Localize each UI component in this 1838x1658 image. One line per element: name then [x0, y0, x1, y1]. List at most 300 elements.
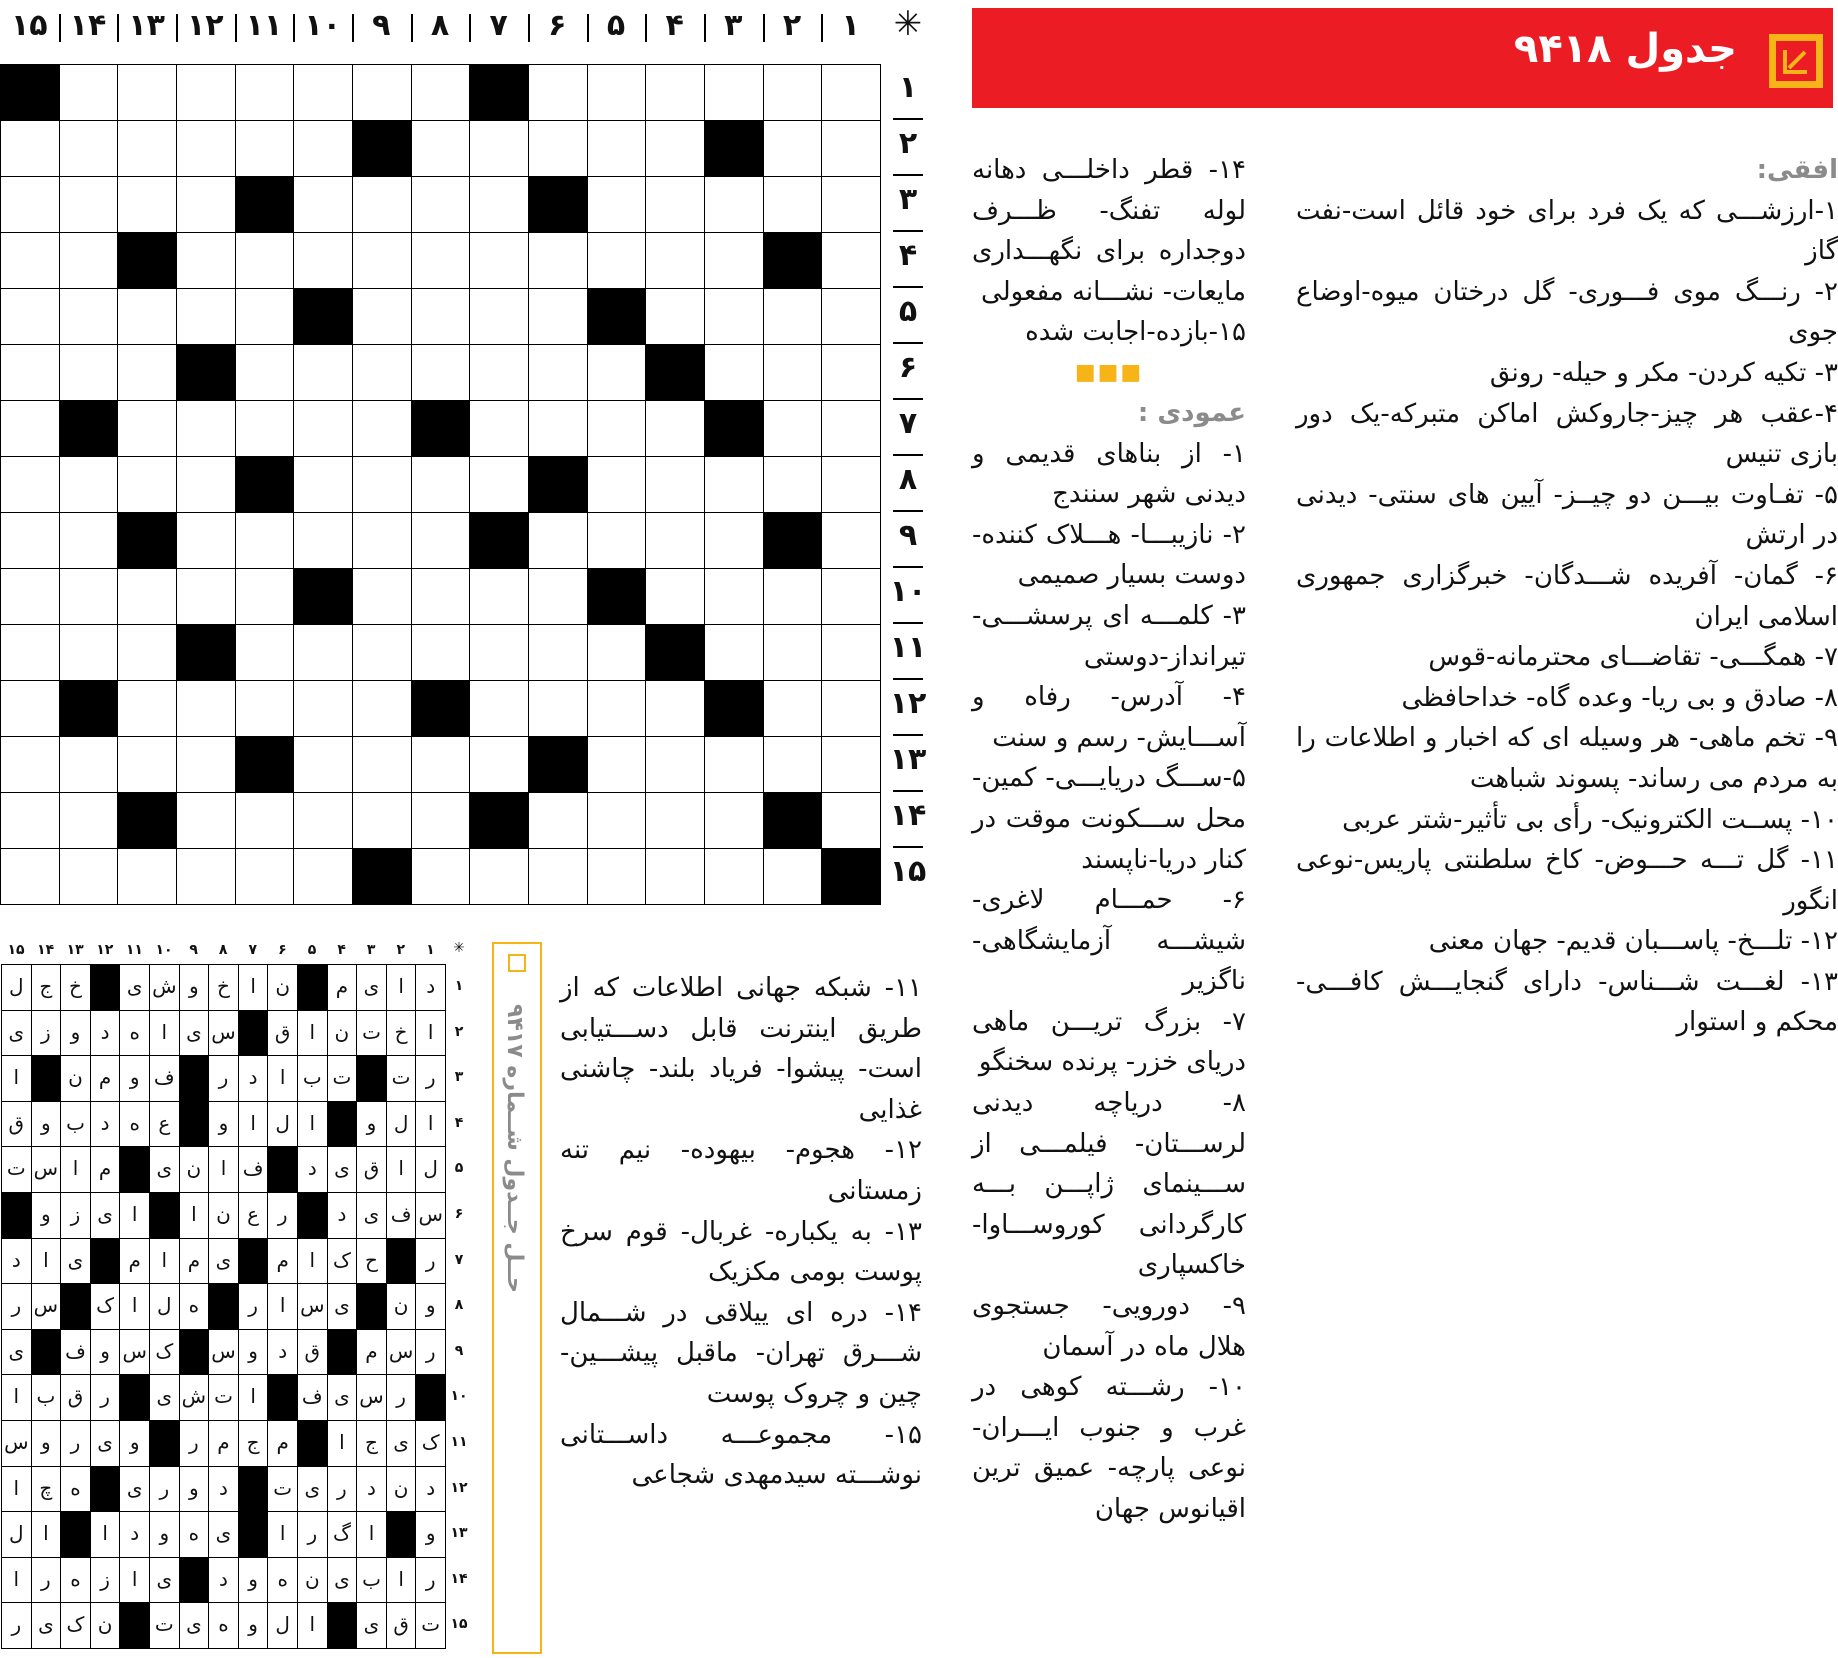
- row-separator: [893, 846, 923, 848]
- grid-cell[interactable]: [176, 680, 236, 737]
- solution-cell: ی: [1, 1329, 32, 1376]
- solution-cell: [119, 1374, 150, 1421]
- grid-cell[interactable]: [587, 400, 647, 457]
- grid-cell[interactable]: [587, 456, 647, 513]
- grid-cell[interactable]: [469, 232, 529, 289]
- grid-cell[interactable]: [528, 232, 588, 289]
- solution-cell: [356, 1055, 387, 1102]
- solution-cell: س: [119, 1329, 150, 1376]
- grid-cell[interactable]: [469, 624, 529, 681]
- column-separator: [352, 14, 354, 42]
- solution-cell: ا: [297, 1010, 328, 1057]
- grid-cell[interactable]: [235, 344, 295, 401]
- grid-cell[interactable]: [293, 792, 353, 849]
- solution-cell: ی: [327, 1146, 358, 1193]
- grid-cell[interactable]: [821, 792, 881, 849]
- grid-cell[interactable]: [0, 792, 60, 849]
- grid-cell[interactable]: [763, 64, 823, 121]
- grid-cell[interactable]: [528, 624, 588, 681]
- grid-cell[interactable]: [469, 792, 529, 849]
- grid-cell[interactable]: [352, 848, 412, 905]
- solution-cell: ا: [267, 1283, 298, 1330]
- solution-cell: و: [415, 1511, 446, 1558]
- solution-cell: ر: [238, 1283, 269, 1330]
- solution-column-number: ۱۱: [125, 942, 143, 958]
- grid-cell[interactable]: [235, 568, 295, 625]
- grid-cell[interactable]: [763, 736, 823, 793]
- grid-cell[interactable]: [704, 456, 764, 513]
- grid-cell[interactable]: [763, 512, 823, 569]
- grid-cell[interactable]: [587, 680, 647, 737]
- grid-cell[interactable]: [293, 64, 353, 121]
- grid-cell[interactable]: [59, 792, 119, 849]
- grid-cell[interactable]: [469, 400, 529, 457]
- grid-cell[interactable]: [293, 288, 353, 345]
- solution-cell: ب: [356, 1557, 387, 1604]
- grid-cell[interactable]: [587, 288, 647, 345]
- grid-cell[interactable]: [704, 120, 764, 177]
- grid-cell[interactable]: [293, 232, 353, 289]
- grid-cell[interactable]: [235, 512, 295, 569]
- grid-cell[interactable]: [176, 568, 236, 625]
- grid-cell[interactable]: [352, 568, 412, 625]
- grid-cell[interactable]: [645, 680, 705, 737]
- grid-cell[interactable]: [704, 64, 764, 121]
- grid-cell[interactable]: [0, 400, 60, 457]
- column-separator: [59, 14, 61, 42]
- grid-cell[interactable]: [293, 848, 353, 905]
- grid-cell[interactable]: [821, 456, 881, 513]
- grid-cell[interactable]: [117, 680, 177, 737]
- grid-cell[interactable]: [587, 64, 647, 121]
- grid-cell[interactable]: [821, 848, 881, 905]
- grid-cell[interactable]: [117, 792, 177, 849]
- grid-cell[interactable]: [645, 568, 705, 625]
- grid-cell[interactable]: [528, 568, 588, 625]
- solution-cell: ی: [327, 1374, 358, 1421]
- solution-cell: ک: [327, 1238, 358, 1285]
- grid-cell[interactable]: [235, 64, 295, 121]
- grid-cell[interactable]: [411, 344, 471, 401]
- grid-cell[interactable]: [645, 288, 705, 345]
- grid-cell[interactable]: [704, 736, 764, 793]
- grid-cell[interactable]: [528, 120, 588, 177]
- grid-cell[interactable]: [763, 848, 823, 905]
- solution-cell: [60, 1511, 91, 1558]
- solution-row-number: ۵: [454, 1160, 464, 1177]
- grid-cell[interactable]: [0, 64, 60, 121]
- grid-cell[interactable]: [0, 288, 60, 345]
- solution-cell: [90, 964, 121, 1011]
- grid-cell[interactable]: [528, 400, 588, 457]
- grid-cell[interactable]: [704, 232, 764, 289]
- grid-cell[interactable]: [411, 120, 471, 177]
- solution-column-number: ۵: [307, 942, 317, 958]
- grid-cell[interactable]: [176, 624, 236, 681]
- grid-cell[interactable]: [821, 120, 881, 177]
- grid-cell[interactable]: [587, 792, 647, 849]
- grid-cell[interactable]: [59, 176, 119, 233]
- grid-cell[interactable]: [469, 512, 529, 569]
- grid-cell[interactable]: [352, 232, 412, 289]
- grid-cell[interactable]: [0, 232, 60, 289]
- row-number: ۶: [898, 350, 918, 385]
- grid-cell[interactable]: [469, 344, 529, 401]
- solution-cell: [327, 1329, 358, 1376]
- grid-cell[interactable]: [411, 288, 471, 345]
- grid-cell[interactable]: [59, 120, 119, 177]
- solution-cell: ا: [267, 1055, 298, 1102]
- grid-cell[interactable]: [59, 232, 119, 289]
- grid-cell[interactable]: [587, 848, 647, 905]
- grid-cell[interactable]: [821, 736, 881, 793]
- grid-cell[interactable]: [293, 680, 353, 737]
- column-number: ۱۳: [128, 8, 165, 43]
- grid-cell[interactable]: [704, 848, 764, 905]
- grid-cell[interactable]: [293, 120, 353, 177]
- solution-cell: م: [327, 964, 358, 1011]
- grid-cell[interactable]: [763, 120, 823, 177]
- grid-cell[interactable]: [176, 792, 236, 849]
- column-separator: [235, 14, 237, 42]
- grid-cell[interactable]: [469, 288, 529, 345]
- grid-cell[interactable]: [587, 120, 647, 177]
- grid-cell[interactable]: [293, 624, 353, 681]
- grid-cell[interactable]: [763, 456, 823, 513]
- grid-cell[interactable]: [176, 736, 236, 793]
- grid-cell[interactable]: [821, 232, 881, 289]
- grid-cell[interactable]: [704, 288, 764, 345]
- solution-column-number: ۱۳: [66, 942, 84, 958]
- grid-cell[interactable]: [528, 848, 588, 905]
- grid-cell[interactable]: [293, 456, 353, 513]
- grid-cell[interactable]: [469, 568, 529, 625]
- grid-cell[interactable]: [176, 176, 236, 233]
- grid-cell[interactable]: [821, 400, 881, 457]
- solution-cell: [327, 1602, 358, 1649]
- grid-cell[interactable]: [117, 120, 177, 177]
- grid-cell[interactable]: [587, 736, 647, 793]
- clue-item: ۷- بزرگ تریـــن ماهی دریای خزر- پرنده سخنگو: [972, 1006, 1246, 1078]
- grid-cell[interactable]: [411, 680, 471, 737]
- grid-cell[interactable]: [117, 736, 177, 793]
- grid-cell[interactable]: [352, 344, 412, 401]
- grid-cell[interactable]: [0, 848, 60, 905]
- grid-cell[interactable]: [117, 512, 177, 569]
- solution-cell: ت: [327, 1055, 358, 1102]
- grid-cell[interactable]: [0, 680, 60, 737]
- clue-item: ۱۳- لغـــت شـــناس- دارای گنجایـــش کافـــی- محکم و استوار: [1296, 966, 1838, 1038]
- solution-cell: د: [208, 1466, 239, 1513]
- solution-cell: ی: [119, 1466, 150, 1513]
- grid-cell[interactable]: [411, 512, 471, 569]
- grid-cell[interactable]: [469, 64, 529, 121]
- grid-cell[interactable]: [821, 680, 881, 737]
- solution-cell: چ: [31, 1466, 62, 1513]
- solution-title: حــل جــدول شــماره ۹۴۱۷: [502, 1004, 527, 1293]
- grid-cell[interactable]: [704, 792, 764, 849]
- clue-item: ۱۴- قطر داخلـــی دهانه لوله تفنگ- ظـــرف دوجداره برای نگهـــداری مایعات- نشـــانه مفعولی: [972, 155, 1246, 307]
- grid-cell[interactable]: [411, 176, 471, 233]
- grid-cell[interactable]: [235, 232, 295, 289]
- grid-cell[interactable]: [59, 64, 119, 121]
- grid-cell[interactable]: [645, 344, 705, 401]
- grid-cell[interactable]: [0, 512, 60, 569]
- grid-cell[interactable]: [352, 64, 412, 121]
- solution-cell: ا: [60, 1146, 91, 1193]
- grid-cell[interactable]: [117, 848, 177, 905]
- grid-cell[interactable]: [528, 344, 588, 401]
- grid-cell[interactable]: [528, 456, 588, 513]
- grid-cell[interactable]: [411, 624, 471, 681]
- grid-cell[interactable]: [0, 568, 60, 625]
- clue-item: ۹- تخم ماهی- هر وسیله ای که اخبار و اطلاعات را به مردم می رساند- پسوند شباهت: [1296, 723, 1838, 794]
- grid-cell[interactable]: [293, 344, 353, 401]
- solution-cell: ی: [386, 1420, 417, 1467]
- grid-cell[interactable]: [587, 176, 647, 233]
- grid-cell[interactable]: [763, 232, 823, 289]
- solution-cell: ا: [31, 1511, 62, 1558]
- solution-cell: س: [356, 1374, 387, 1421]
- solution-cell: ج: [31, 964, 62, 1011]
- row-separator: [893, 342, 923, 344]
- grid-cell[interactable]: [704, 512, 764, 569]
- grid-cell[interactable]: [117, 64, 177, 121]
- grid-cell[interactable]: [235, 288, 295, 345]
- grid-cell[interactable]: [117, 456, 177, 513]
- grid-cell[interactable]: [352, 624, 412, 681]
- grid-cell[interactable]: [352, 736, 412, 793]
- grid-cell[interactable]: [0, 176, 60, 233]
- grid-cell[interactable]: [528, 512, 588, 569]
- solution-cell: ل: [1, 1511, 32, 1558]
- grid-cell[interactable]: [645, 456, 705, 513]
- solution-cell: ت: [208, 1374, 239, 1421]
- solution-row-number: ۳: [454, 1069, 464, 1086]
- solution-cell: ه: [267, 1557, 298, 1604]
- grid-cell[interactable]: [469, 680, 529, 737]
- grid-cell[interactable]: [176, 344, 236, 401]
- grid-cell[interactable]: [235, 792, 295, 849]
- grid-cell[interactable]: [645, 176, 705, 233]
- solution-row-number: ۲: [454, 1023, 464, 1040]
- grid-cell[interactable]: [469, 120, 529, 177]
- grid-cell[interactable]: [587, 232, 647, 289]
- grid-cell[interactable]: [0, 456, 60, 513]
- grid-cell[interactable]: [176, 288, 236, 345]
- grid-cell[interactable]: [352, 680, 412, 737]
- grid-cell[interactable]: [293, 568, 353, 625]
- grid-cell[interactable]: [235, 848, 295, 905]
- solution-cell: و: [238, 1329, 269, 1376]
- grid-cell[interactable]: [235, 176, 295, 233]
- solution-cell: ا: [356, 1511, 387, 1558]
- grid-cell[interactable]: [411, 792, 471, 849]
- grid-cell[interactable]: [59, 568, 119, 625]
- grid-cell[interactable]: [176, 400, 236, 457]
- grid-cell[interactable]: [469, 848, 529, 905]
- grid-cell[interactable]: [117, 624, 177, 681]
- grid-cell[interactable]: [352, 400, 412, 457]
- grid-cell[interactable]: [293, 176, 353, 233]
- grid-cell[interactable]: [352, 176, 412, 233]
- grid-cell[interactable]: [645, 120, 705, 177]
- grid-cell[interactable]: [59, 624, 119, 681]
- grid-cell[interactable]: [704, 400, 764, 457]
- grid-cell[interactable]: [821, 176, 881, 233]
- grid-cell[interactable]: [821, 344, 881, 401]
- grid-cell[interactable]: [352, 120, 412, 177]
- grid-cell[interactable]: [176, 64, 236, 121]
- grid-cell[interactable]: [528, 64, 588, 121]
- grid-cell[interactable]: [528, 736, 588, 793]
- grid-cell[interactable]: [411, 568, 471, 625]
- grid-cell[interactable]: [0, 624, 60, 681]
- grid-cell[interactable]: [528, 792, 588, 849]
- grid-cell[interactable]: [763, 176, 823, 233]
- grid-cell[interactable]: [176, 848, 236, 905]
- grid-cell[interactable]: [587, 568, 647, 625]
- grid-cell[interactable]: [0, 120, 60, 177]
- grid-cell[interactable]: [587, 624, 647, 681]
- grid-cell[interactable]: [176, 232, 236, 289]
- grid-cell[interactable]: [411, 456, 471, 513]
- grid-cell[interactable]: [821, 568, 881, 625]
- grid-cell[interactable]: [469, 456, 529, 513]
- clue-item: ۳- کلمـــه ای پرسشـــی- تیرانداز-دوستی: [972, 600, 1246, 672]
- grid-cell[interactable]: [117, 176, 177, 233]
- grid-cell[interactable]: [235, 400, 295, 457]
- grid-cell[interactable]: [704, 680, 764, 737]
- grid-cell[interactable]: [645, 848, 705, 905]
- grid-cell[interactable]: [821, 512, 881, 569]
- grid-cell[interactable]: [763, 792, 823, 849]
- grid-cell[interactable]: [117, 400, 177, 457]
- grid-cell[interactable]: [352, 288, 412, 345]
- grid-cell[interactable]: [645, 792, 705, 849]
- grid-cell[interactable]: [176, 120, 236, 177]
- grid-cell[interactable]: [59, 736, 119, 793]
- grid-cell[interactable]: [352, 512, 412, 569]
- grid-cell[interactable]: [235, 120, 295, 177]
- grid-cell[interactable]: [59, 456, 119, 513]
- grid-cell[interactable]: [0, 736, 60, 793]
- row-separator: [893, 398, 923, 400]
- grid-cell[interactable]: [645, 736, 705, 793]
- grid-cell[interactable]: [821, 64, 881, 121]
- grid-cell[interactable]: [59, 400, 119, 457]
- grid-cell[interactable]: [59, 680, 119, 737]
- grid-cell[interactable]: [293, 400, 353, 457]
- solution-row-number: ۱۱: [450, 1434, 468, 1450]
- grid-cell[interactable]: [411, 232, 471, 289]
- solution-cell: د: [415, 1466, 446, 1513]
- grid-cell[interactable]: [117, 344, 177, 401]
- grid-cell[interactable]: [528, 680, 588, 737]
- grid-cell[interactable]: [411, 64, 471, 121]
- grid-cell[interactable]: [411, 400, 471, 457]
- grid-cell[interactable]: [469, 736, 529, 793]
- grid-cell[interactable]: [763, 400, 823, 457]
- grid-cell[interactable]: [176, 512, 236, 569]
- grid-cell[interactable]: [704, 568, 764, 625]
- solution-corner-symbol: ✳: [453, 940, 465, 956]
- grid-cell[interactable]: [352, 792, 412, 849]
- solution-cell: ر: [1, 1283, 32, 1330]
- column-separator: [645, 14, 647, 42]
- column-number: ۱: [841, 8, 860, 43]
- grid-cell[interactable]: [293, 736, 353, 793]
- grid-cell[interactable]: [645, 232, 705, 289]
- grid-cell[interactable]: [235, 680, 295, 737]
- grid-cell[interactable]: [469, 176, 529, 233]
- solution-cell: ل: [386, 1101, 417, 1148]
- grid-cell[interactable]: [59, 512, 119, 569]
- grid-cell[interactable]: [821, 624, 881, 681]
- solution-cell: ا: [267, 1511, 298, 1558]
- grid-cell[interactable]: [645, 512, 705, 569]
- solution-column-number: ۲: [396, 942, 406, 958]
- grid-cell[interactable]: [528, 288, 588, 345]
- solution-cell: ر: [327, 1466, 358, 1513]
- solution-cell: ا: [149, 1238, 180, 1285]
- grid-cell[interactable]: [704, 176, 764, 233]
- solution-cell: م: [267, 1420, 298, 1467]
- grid-cell[interactable]: [704, 344, 764, 401]
- grid-cell[interactable]: [117, 568, 177, 625]
- grid-cell[interactable]: [59, 848, 119, 905]
- solution-cell: د: [356, 1466, 387, 1513]
- row-number: ۱۴: [889, 798, 927, 833]
- row-number: ۴: [898, 238, 918, 273]
- grid-cell[interactable]: [763, 624, 823, 681]
- grid-cell[interactable]: [763, 568, 823, 625]
- solution-cell: ق: [60, 1374, 91, 1421]
- solution-cell: [208, 1283, 239, 1330]
- corner-symbol: ✳: [893, 4, 923, 44]
- grid-cell[interactable]: [821, 288, 881, 345]
- grid-cell[interactable]: [763, 344, 823, 401]
- grid-cell[interactable]: [117, 232, 177, 289]
- grid-cell[interactable]: [176, 456, 236, 513]
- grid-cell[interactable]: [763, 288, 823, 345]
- grid-cell[interactable]: [645, 64, 705, 121]
- grid-cell[interactable]: [59, 288, 119, 345]
- grid-cell[interactable]: [235, 624, 295, 681]
- solution-cell: ا: [149, 1010, 180, 1057]
- grid-cell[interactable]: [352, 456, 412, 513]
- grid-cell[interactable]: [645, 624, 705, 681]
- grid-cell[interactable]: [293, 512, 353, 569]
- grid-cell[interactable]: [235, 736, 295, 793]
- grid-cell[interactable]: [235, 456, 295, 513]
- grid-cell[interactable]: [0, 344, 60, 401]
- grid-cell[interactable]: [411, 848, 471, 905]
- grid-cell[interactable]: [59, 344, 119, 401]
- grid-cell[interactable]: [411, 736, 471, 793]
- grid-cell[interactable]: [763, 680, 823, 737]
- solution-cell: [267, 1146, 298, 1193]
- solution-cell: ا: [386, 1146, 417, 1193]
- grid-cell[interactable]: [587, 344, 647, 401]
- solution-cell: ر: [415, 1329, 446, 1376]
- grid-cell[interactable]: [645, 400, 705, 457]
- grid-cell[interactable]: [528, 176, 588, 233]
- solution-column-number: ۱۰: [155, 942, 173, 958]
- grid-cell[interactable]: [704, 624, 764, 681]
- grid-cell[interactable]: [117, 288, 177, 345]
- grid-cell[interactable]: [587, 512, 647, 569]
